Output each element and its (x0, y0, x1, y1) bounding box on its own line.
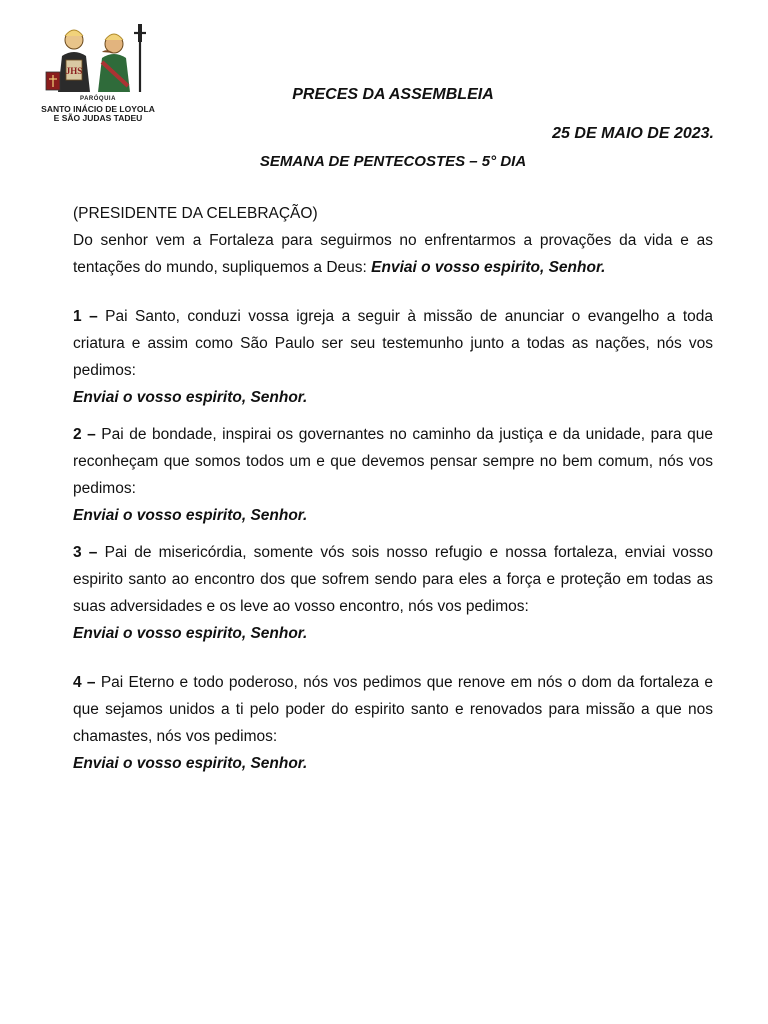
prayer-item (73, 421, 713, 529)
intro-response: Enviai o vosso espirito, Senhor. (371, 259, 606, 276)
parish-logo (36, 22, 160, 124)
spacer (73, 647, 713, 669)
prayer-response: Enviai o vosso espirito, Senhor. (73, 507, 308, 524)
spacer (73, 529, 713, 539)
prayer-item (73, 303, 713, 411)
saints-emblem-icon (36, 22, 160, 96)
prayer-response: Enviai o vosso espirito, Senhor. (73, 755, 308, 772)
intro-text: Do senhor vem a Fortaleza para seguirmos no enfrentarmos a provações da vida e as tentações do mundo, supliquemos a Deus: (73, 232, 713, 276)
intro-role: (PRESIDENTE DA CELEBRAÇÃO) (73, 205, 318, 222)
prayer-paragraph (73, 303, 713, 384)
document-body (73, 200, 713, 777)
spacer (73, 411, 713, 421)
logo-label-paroquia: PARÓQUIA (80, 96, 116, 102)
logo-label-name-2: E SÃO JUDAS TADEU (53, 113, 143, 123)
prayer-paragraph (73, 421, 713, 502)
prayer-number: 3 – (73, 544, 98, 561)
prayer-text: Pai Santo, conduzi vossa igreja a seguir à missão de anunciar o evangelho a toda criatura e assim como São Paulo ser seu testemunho junto a todas as nações, nós vos pedimos: (73, 308, 713, 379)
document-subtitle: SEMANA DE PENTECOSTES – 5° DIA (259, 153, 527, 170)
prayer-number: 2 – (73, 426, 96, 443)
prayer-paragraph (73, 539, 713, 620)
prayer-response: Enviai o vosso espirito, Senhor. (73, 389, 308, 406)
intro-paragraph (73, 227, 713, 281)
prayer-text: Pai Eterno e todo poderoso, nós vos pedimos que renove em nós o dom da fortaleza e que sejamos unidos a ti pelo poder do espirito santo e renovados para missão a que nos chamastes, nós vos pedimos: (73, 674, 713, 745)
logo-label-name: SANTO INÁCIO DE LOYOLA (41, 104, 155, 114)
prayer-paragraph (73, 669, 713, 750)
prayer-response: Enviai o vosso espirito, Senhor. (73, 625, 308, 642)
spacer (73, 281, 713, 303)
prayer-item (73, 539, 713, 647)
document-title: PRECES DA ASSEMBLEIA (292, 86, 494, 103)
prayer-number: 4 – (73, 674, 96, 691)
document-date: 25 DE MAIO DE 2023. (552, 125, 714, 142)
prayer-text: Pai de misericórdia, somente vós sois nosso refugio e nossa fortaleza, enviai vosso espirito santo ao encontro dos que sofrem sendo para eles a força e proteção em todas as suas adversidades e os leve ao vosso encontro, nós vos pedimos: (73, 544, 713, 615)
prayer-text: Pai de bondade, inspirai os governantes no caminho da justiça e da unidade, para que reconheçam que somos todos um e que devemos pensar sempre no bem comum, nós vos pedimos: (73, 426, 713, 497)
prayer-number: 1 – (73, 308, 98, 325)
svg-text:JHS: JHS (65, 66, 83, 76)
prayer-item (73, 669, 713, 777)
